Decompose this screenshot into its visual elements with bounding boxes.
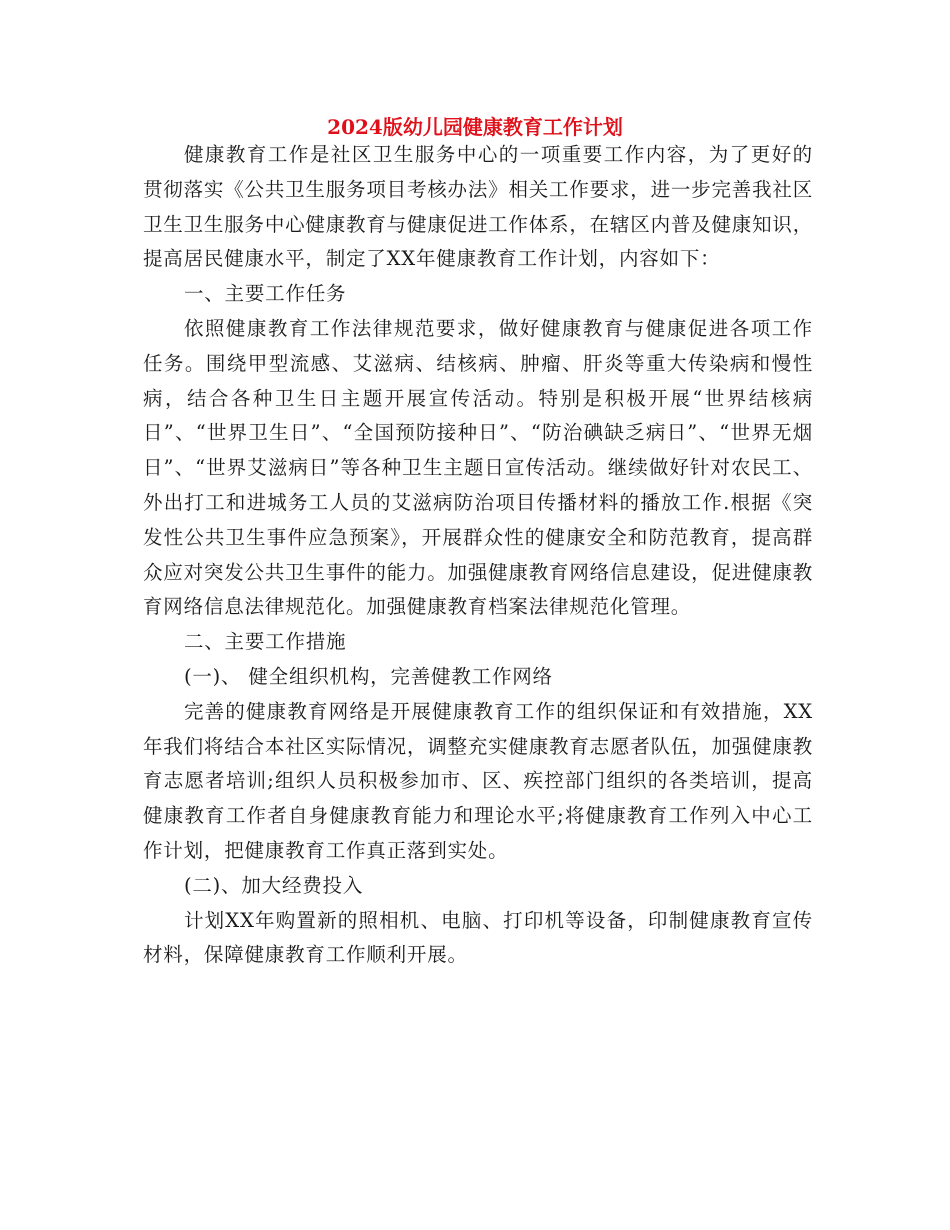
subsection-heading-organization: (一)、 健全组织机构，完善健教工作网络 (183, 664, 553, 688)
subsection-heading-funding: (二)、加大经费投入 (183, 873, 364, 897)
organization-paragraph: 完善的健康教育网络是开展健康教育工作的组织保证和有效措施，XX年我们将结合本社区实际情况，调整充实健康教育志愿者队伍，加强健康教育志愿者培训;组织人员积极参加市、区、疾控部门组织的各类培训，提高健康教育工作者自身健康教育能力和理论水平;将健康教育工作列入中心工作计划，把健康教育工作真正落到实处。 (143, 699, 813, 862)
section-heading-main-tasks: 一、主要工作任务 (183, 282, 347, 306)
document-body (143, 138, 813, 973)
funding-paragraph: 计划XX年购置新的照相机、电脑、打印机等设备，印制健康教育宣传材料，保障健康教育工作顺利开展。 (143, 908, 813, 967)
document-title: 2024版幼儿园健康教育工作计划 (327, 115, 623, 139)
intro-paragraph: 健康教育工作是社区卫生服务中心的一项重要工作内容，为了更好的贯彻落实《公共卫生服务项目考核办法》相关工作要求，进一步完善我社区卫生卫生服务中心健康教育与健康促进工作体系，在辖区内普及健康知识，提高居民健康水平，制定了XX年健康教育工作计划，内容如下： (143, 143, 813, 271)
section-heading-main-measures: 二、主要工作措施 (183, 630, 347, 654)
main-tasks-paragraph: 依照健康教育工作法律规范要求，做好健康教育与健康促进各项工作任务。围绕甲型流感、艾滋病、结核病、肿瘤、肝炎等重大传染病和慢性病，结合各种卫生日主题开展宣传活动。特别是积极开展“世界结核病日”、“世界卫生日”、“全国预防接种日”、“防治碘缺乏病日”、“世界无烟日”、“世界艾滋病日”等各种卫生主题日宣传活动。继续做好针对农民工、外出打工和进城务工人员的艾滋病防治项目传播材料的播放工作.根据《突发性公共卫生事件应急预案》，开展群众性的健康安全和防范教育，提高群众应对突发公共卫生事件的能力。加强健康教育网络信息建设，促进健康教育网络信息法律规范化。加强健康教育档案法律规范化管理。 (143, 316, 813, 619)
